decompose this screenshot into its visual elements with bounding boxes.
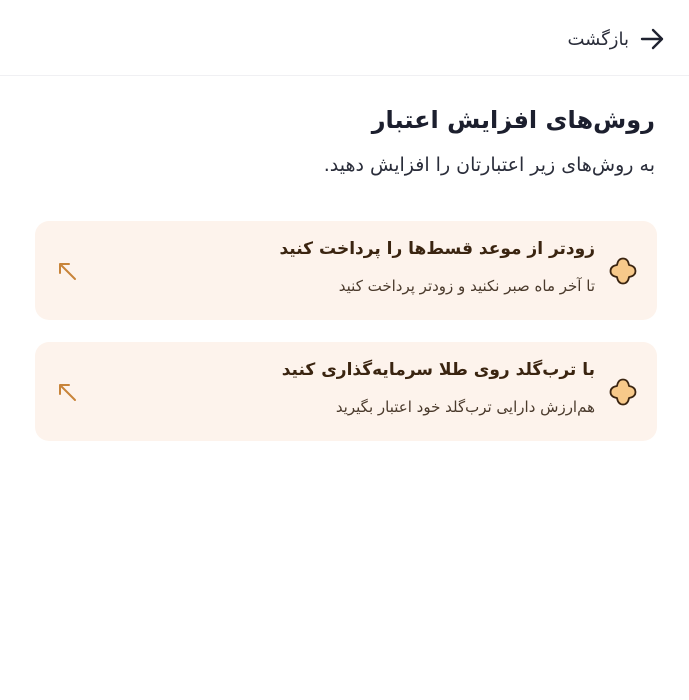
arrow-up-left-icon[interactable] xyxy=(55,380,79,404)
page-title: روش‌های افزایش اعتبار xyxy=(371,106,655,134)
option-title: زودتر از موعد قسط‌ها را پرداخت کنید xyxy=(279,239,595,259)
option-card-gold-investment[interactable] xyxy=(35,342,657,441)
back-label: بازگشت xyxy=(567,28,629,50)
option-description: تا آخر ماه صبر نکنید و زودتر پرداخت کنید xyxy=(338,277,595,295)
flower-badge-icon xyxy=(607,376,639,408)
option-description: هم‌ارزش دارایی ترب‌گلد خود اعتبار بگیرید xyxy=(335,398,595,416)
flower-badge-icon xyxy=(607,255,639,287)
option-card-early-payment[interactable] xyxy=(35,221,657,320)
arrow-right-icon xyxy=(639,26,665,52)
arrow-up-left-icon[interactable] xyxy=(55,259,79,283)
dialog-header xyxy=(0,0,689,76)
page-subtitle: به روش‌های زیر اعتبارتان را افزایش دهید. xyxy=(323,154,655,176)
option-title: با ترب‌گلد روی طلا سرمایه‌گذاری کنید xyxy=(281,360,595,380)
back-button[interactable] xyxy=(568,22,666,56)
